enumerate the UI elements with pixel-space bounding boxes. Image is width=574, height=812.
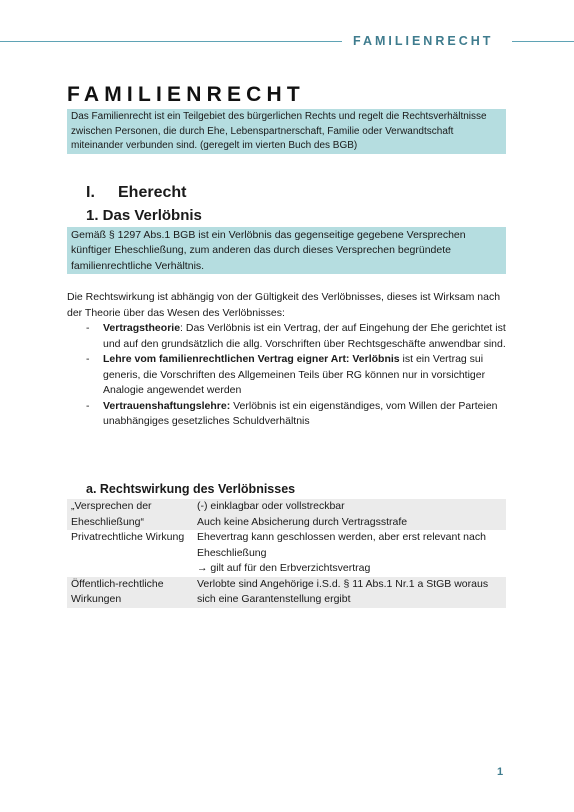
- table-row-value: [193, 499, 506, 530]
- table-cell-line: → gilt auf für den Erbverzichtsvertrag: [197, 562, 371, 574]
- list-item-term: Vertragstheorie: [103, 322, 181, 334]
- table-row: [67, 530, 506, 577]
- legal-effects-table: [67, 499, 506, 608]
- list-item-text: Verlöbnis ist ein eigenständiges, vom Willen der Parteien unabhängiges gesetzliches Schuldverhältnis: [103, 399, 498, 427]
- table-row: [67, 499, 506, 530]
- list-item-term: Vertrauenshaftungslehre:: [103, 399, 231, 412]
- list-dash: -: [86, 399, 90, 412]
- table-row-label: „Versprechen der Eheschließung“: [67, 499, 193, 530]
- body-paragraph: Die Rechtswirkung ist abhängig von der Gültigkeit des Verlöbnisses, dieses ist Wirksam nach der Theorie über das Wesen des Verlöbnisses:: [67, 291, 501, 319]
- list-item-text: : Das Verlöbnis ist ein Vertrag, der auf Eingehung der Ehe gerichtet ist und auf den grundsätzlich die allg. Vorschriften über Rechtsgeschäfte anwendbar sind.: [103, 322, 506, 350]
- table-cell-line: Auch keine Absicherung durch Vertragsstrafe: [197, 515, 408, 528]
- table-cell-line: Ehevertrag kann geschlossen werden, aber erst relevant nach Eheschließung: [197, 531, 486, 559]
- table-row-value: [193, 530, 506, 577]
- list-item: [86, 352, 516, 399]
- table-row: [67, 577, 506, 608]
- table-row-value: [193, 577, 506, 608]
- page-title: FAMILIENRECHT: [67, 83, 305, 106]
- list-dash: -: [86, 322, 90, 334]
- table-row-label: Öffentlich-rechtliche Wirkungen: [67, 577, 193, 608]
- running-header: FAMILIENRECHT: [353, 34, 494, 48]
- list-item: [86, 321, 516, 352]
- theory-list: [86, 321, 516, 430]
- list-item: [86, 399, 516, 430]
- definition-box: Gemäß § 1297 Abs.1 BGB ist ein Verlöbnis das gegenseitige gegebene Versprechen künftiger Eheschließung, zum anderen das durch dieses Versprechen begründete familienrechtliche Verhältnis.: [67, 227, 506, 274]
- header-rule-right: [512, 41, 574, 42]
- subsubsection-heading: a. Rechtswirkung des Verlöbnisses: [86, 482, 296, 496]
- list-dash: -: [86, 353, 90, 365]
- page-number: 1: [497, 766, 504, 778]
- section-title: Eherecht: [118, 184, 187, 201]
- table-cell-line: Verlobte sind Angehörige i.S.d. § 11 Abs.1 Nr.1 a StGB woraus sich eine Garantenstellung ergibt: [197, 577, 489, 605]
- table-row-label: Privatrechtliche Wirkung: [71, 531, 185, 543]
- list-item-text: ist ein Vertrag sui generis, die Vorschriften des Allgemeinen Teils über RG können nur in vorsichtiger Analogie angewendet werden: [103, 353, 486, 396]
- subsection-heading: 1. Das Verlöbnis: [86, 207, 202, 224]
- list-item-term: Lehre vom familienrechtlichen Vertrag eigner Art: Verlöbnis: [103, 353, 400, 365]
- header-rule-left: [0, 41, 342, 42]
- section-number: I.: [86, 184, 95, 201]
- section-heading: [86, 184, 186, 202]
- intro-box: Das Familienrecht ist ein Teilgebiet des bürgerlichen Rechts und regelt die Rechtsverhältnisse zwischen Personen, die durch Ehe, Lebenspartnerschaft, Familie oder Verwandtschaft miteinander verbunden sind. (geregelt im vierten Buch des BGB): [67, 109, 506, 154]
- table-cell-line: (-) einklagbar oder vollstreckbar: [197, 500, 345, 512]
